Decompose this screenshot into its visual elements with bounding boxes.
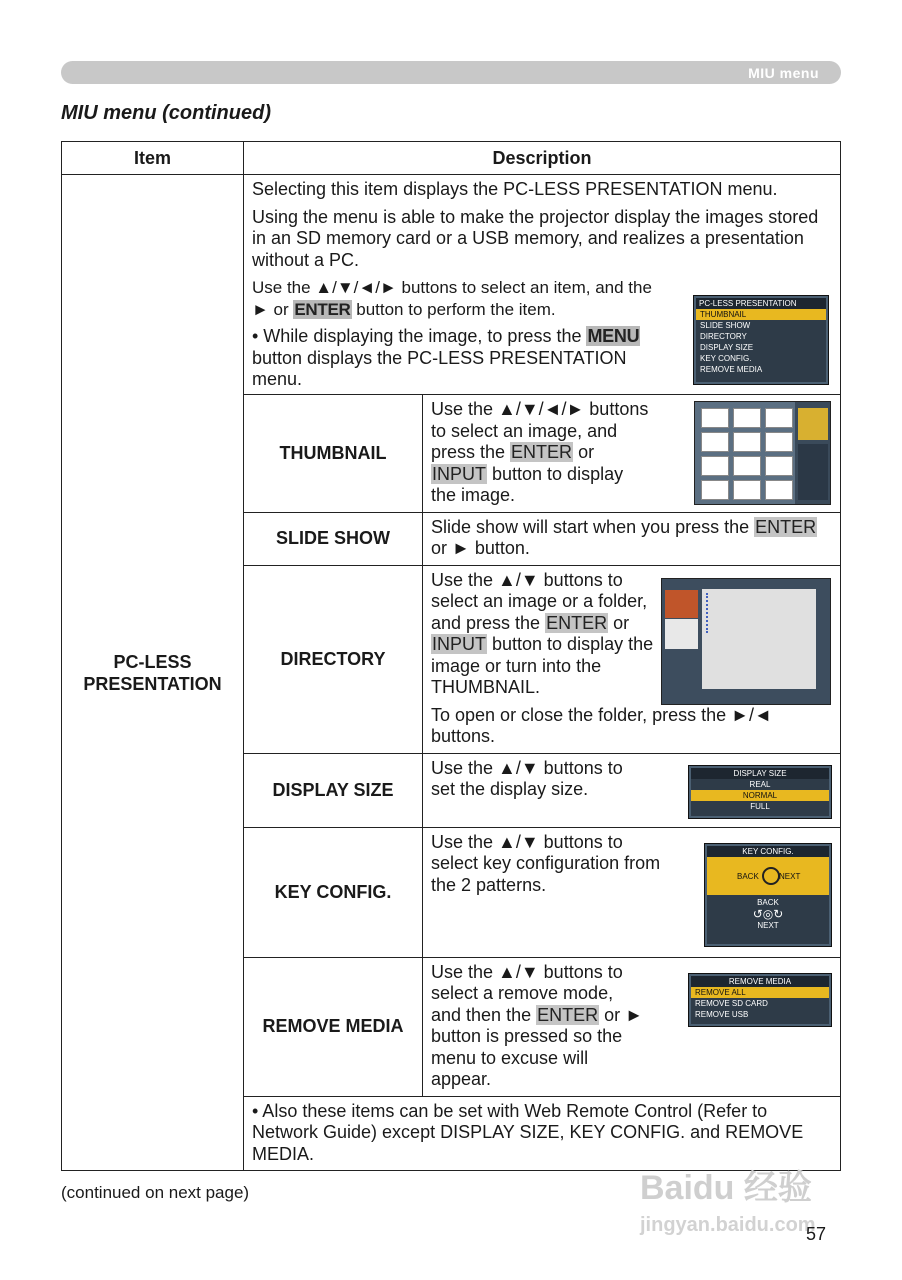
pc-less-presentation-menu-image: PC-LESS PRESENTATION THUMBNAIL SLIDE SHOW DIRECTORY DISPLAY SIZE KEY CONFIG. REMOVE MEDIA [694,296,828,384]
thumbnail-cell [733,408,761,428]
thumbnail-cell [765,432,793,452]
remove-media-menu-image: REMOVE MEDIA REMOVE ALL REMOVE SD CARD REMOVE USB [689,974,831,1026]
key-config-menu-image: KEY CONFIG. BACK NEXT BACK ↺◎↻ NEXT [705,844,831,946]
enter-button-label: ENTER [511,442,573,462]
key-config-pattern-2: BACK ↺◎↻ NEXT [707,895,829,939]
dpad-icon [762,867,780,885]
osd-menu-item: KEY CONFIG. [700,354,752,363]
description-cell [244,175,841,1171]
thumbnail-cell [701,432,729,452]
sub-item-thumbnail: THUMBNAIL [244,395,423,512]
osd-menu-item: REMOVE MEDIA [700,365,763,374]
thumbnail-cell [765,408,793,428]
osd-menu-item: THUMBNAIL [696,309,826,320]
thumbnail-cell [733,480,761,500]
section-label: MIU menu [748,65,819,81]
slide-show-description: Slide show will start when you press the ENTER or ► button. [423,512,841,565]
thumbnail-cell [733,456,761,476]
enter-button-label: ENTER [537,1004,599,1025]
input-button-label: INPUT [432,634,486,654]
item-name: PC-LESS PRESENTATION [83,651,222,694]
watermark-url: jingyan.baidu.com [640,1214,816,1236]
thumbnail-cell [701,480,729,500]
key-config-description: Use the ▲/▼ buttons to select key configuration from the 2 patterns. KEY CONFIG. BACK NEXT BACK ↺◎↻ NEXT [423,827,841,957]
key-config-pattern-1: BACK NEXT [707,857,829,895]
directory-screen-image [661,578,831,705]
thumbnail-screen-image [694,401,831,505]
directory-folder-note: To open or close the folder, press the ►/◄ buttons. [431,704,772,746]
rotate-arrows-icon: ↺◎↻ [752,906,784,921]
enter-button-label: ENTER [294,299,351,319]
section-header-bar [61,61,841,84]
sub-item-remove-media: REMOVE MEDIA [244,957,423,1096]
intro-text-2: Using the menu is able to make the projector display the images stored in an SD memory card or a USB memory, and realizes a presentation without a PC. [252,206,819,270]
sub-items-table [244,395,840,1170]
menu-button-label: MENU [587,326,640,346]
intro-text-4: • While displaying the image, to press the MENU button displays the PC-LESS PRESENTATION menu. [252,326,640,389]
thumbnail-cell [765,456,793,476]
sub-item-key-config: KEY CONFIG. [244,827,423,957]
watermark-logo: Baidu 经验 [640,1169,812,1207]
sub-item-directory: DIRECTORY [244,565,423,753]
directory-description: Use the ▲/▼ buttons to select an image or a folder, and press the ENTER or INPUT button to display the image or turn into the THUMBNAIL. To open or close the folder, press the ►/◄ buttons. [423,565,841,753]
enter-button-label: ENTER [546,612,608,633]
thumbnail-cell [733,432,761,452]
item-pc-less-presentation [62,175,244,1171]
enter-button-label: ENTER [755,516,817,537]
intro-text-1: Selecting this item displays the PC-LESS PRESENTATION menu. [252,179,778,199]
column-header-item: Item [62,142,244,175]
input-button-label: INPUT [432,463,486,484]
page-number: 57 [806,1224,827,1244]
intro-block [244,175,840,395]
osd-menu-item: REAL [749,779,771,789]
osd-menu-item: REMOVE USB [695,1009,749,1019]
miu-menu-table [61,141,841,1171]
osd-menu-item: DIRECTORY [700,332,747,341]
thumbnail-description: Use the ▲/▼/◄/► buttons to select an image, and press the ENTER or INPUT button to display the image. [423,395,841,512]
intro-text-3: Use the ▲/▼/◄/► buttons to select an item, and the ► or ENTER button to perform the item. [252,278,652,319]
thumbnail-cell [765,480,793,500]
continued-note: (continued on next page) [61,1183,250,1202]
web-remote-note: • Also these items can be set with Web Remote Control (Refer to Network Guide) except DISPLAY SIZE, KEY CONFIG. and REMOVE MEDIA. [252,1100,804,1164]
osd-menu-item: SLIDE SHOW [700,321,751,330]
remove-media-description: Use the ▲/▼ buttons to select a remove mode, and then the ENTER or ► button is pressed so the menu to excuse will appear. REMOVE MEDIA REMOVE ALL REMOVE SD CARD REMOVE USB [423,957,841,1096]
osd-menu-item: REMOVE ALL [691,987,829,998]
thumbnail-cell [701,456,729,476]
osd-menu-item: DISPLAY SIZE [700,343,754,352]
display-size-menu-image: DISPLAY SIZE REAL NORMAL FULL [689,766,831,818]
display-size-description: Use the ▲/▼ buttons to set the display size. DISPLAY SIZE REAL NORMAL FULL [423,753,841,827]
sub-item-display-size: DISPLAY SIZE [244,753,423,827]
page-title: MIU menu (continued) [61,102,271,124]
thumbnail-cell [701,408,729,428]
osd-menu-item: REMOVE SD CARD [695,998,768,1008]
column-header-description: Description [244,142,841,175]
sub-item-slide-show: SLIDE SHOW [244,512,423,565]
osd-menu-item: FULL [750,801,770,811]
osd-menu-item: NORMAL [691,790,829,801]
